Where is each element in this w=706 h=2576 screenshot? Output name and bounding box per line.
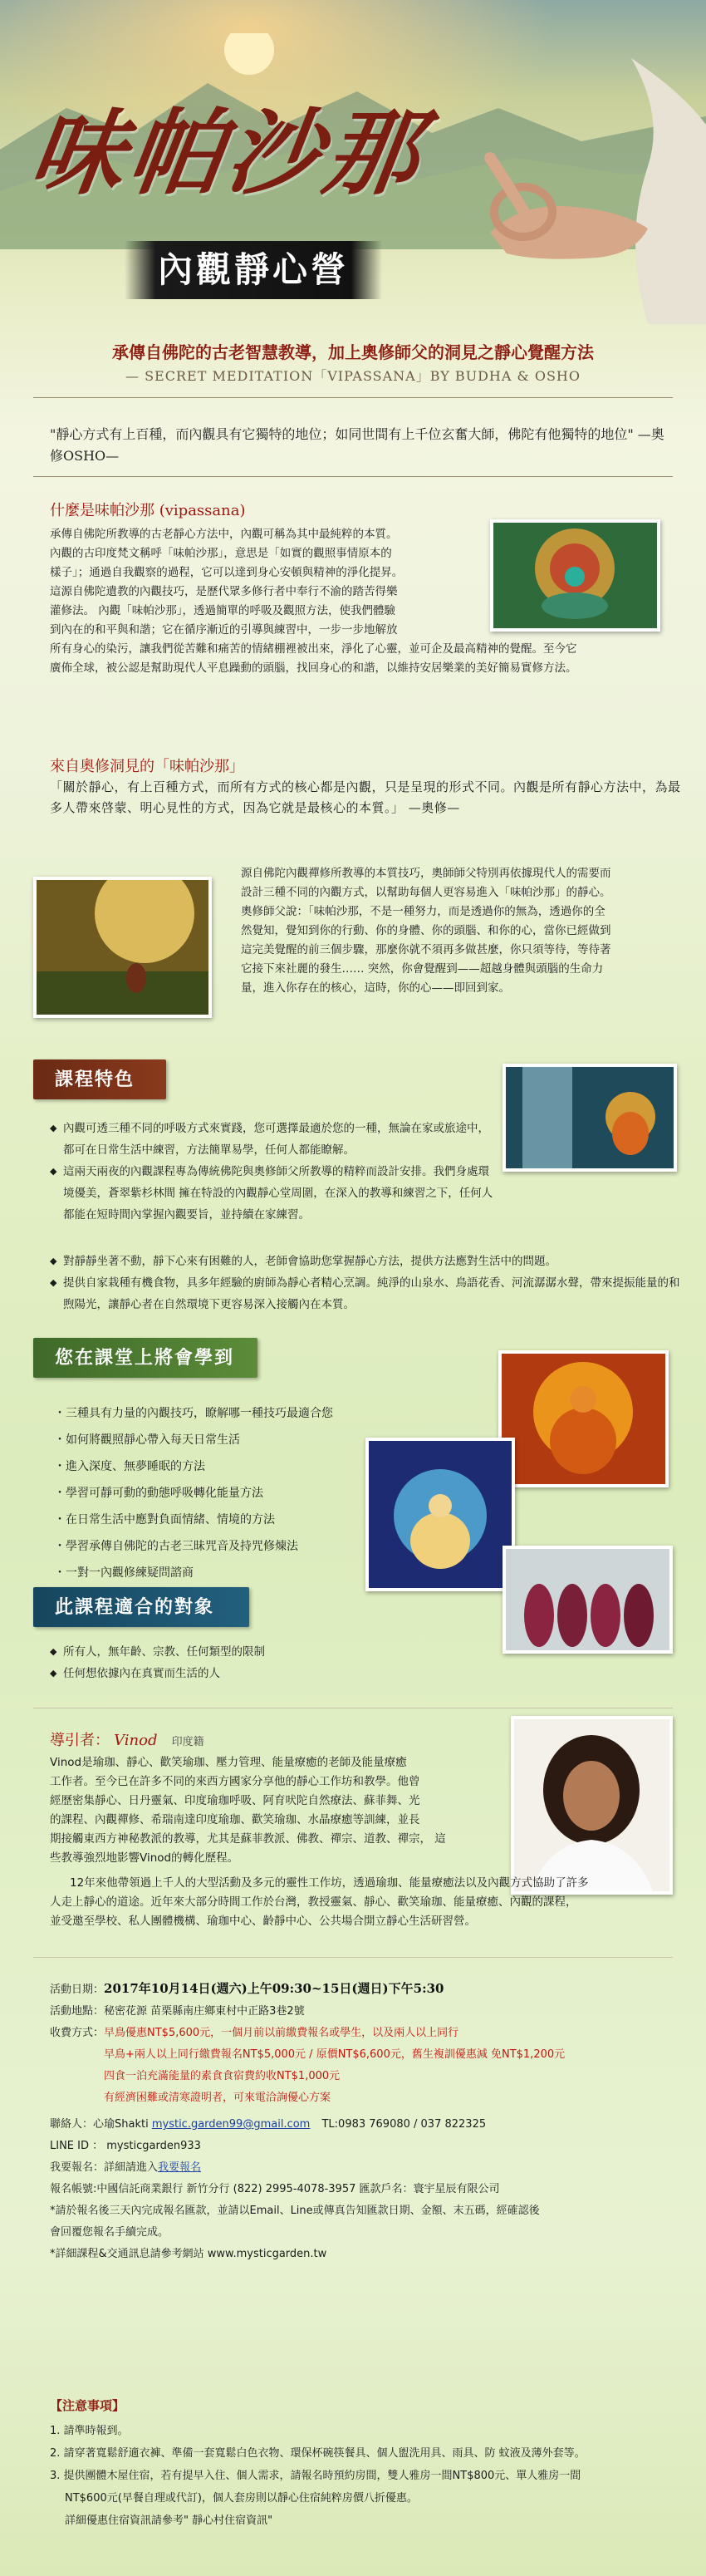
text-line: 設計三種不同的內觀方式，以幫助每個人更容易進入「味帕沙那」的靜心。	[241, 886, 611, 899]
guide-name: Vinod	[114, 1732, 158, 1749]
fee-line: 有經濟困難或清寒證明者，可來電洽詢優心方案	[104, 2092, 331, 2104]
fee-row	[50, 2023, 681, 2044]
learn-badge: 您在課堂上將會學到	[33, 1338, 257, 1378]
list-item: ◆ 提供自家栽種有機食物，具多年經驗的廚師為靜心者精心烹調。純淨的山泉水、鳥語花香、河流潺潺水聲，帶來提振能量的和煦陽光，讓靜心者在自然環境下更容易深入接觸內在本質。	[50, 1272, 681, 1315]
what-is-text-bottom	[50, 640, 681, 678]
notes-title: 【注意事項】	[50, 2398, 125, 2413]
section-title-osho-view: 來自奧修洞見的「味帕沙那」	[50, 758, 244, 775]
osho-view-text	[241, 864, 673, 998]
text-line: 灌修法。 內觀「味帕沙那」，透過簡單的呼吸及觀照方法，使我們體驗	[50, 604, 396, 617]
buddha-fire-photo	[498, 1350, 669, 1487]
list-item: ・進入深度、無夢睡眠的方法	[54, 1460, 205, 1473]
osho-quote: "靜心方式有上百種，而內觀具有它獨特的地位；如同世間有上千位玄奮大師，佛陀有他獨特的地位" —奧修OSHO—	[50, 426, 664, 464]
guide-label: 導引者：	[50, 1732, 110, 1749]
text-line: 源自佛陀內觀禪修所教導的本質技巧，奧師師父特別再依據現代人的需要而	[241, 867, 611, 880]
title-banner: 內觀靜心營	[125, 241, 382, 299]
event-location: 活動地點：秘密花源 苗栗縣南庄鄉東村中正路3巷2號	[50, 2005, 305, 2018]
list-item: ・如何將觀照靜心帶入每天日常生活	[54, 1433, 240, 1447]
guide-heading	[50, 1728, 204, 1750]
guide-bio-bottom	[50, 1874, 689, 1931]
payment-note: 會回覆您報名手續完成。	[50, 2226, 169, 2239]
audience-list	[50, 1641, 482, 1684]
fee-label: 收費方式：	[50, 2027, 105, 2039]
buddha-blue-photo	[365, 1438, 515, 1591]
text-line: 奧修師父說：「味帕沙那，不是一種努力，而是透過你的無為，透過你的全	[241, 905, 605, 918]
contact-email-link[interactable]: mystic.garden99@gmail.com	[151, 2118, 311, 2131]
fee-line: 早鳥+兩人以上同行繳費報名NT$5,000元 / 原價NT$6,600元，舊生複訓優惠減 免NT$1,200元	[104, 2048, 566, 2061]
bank-account: 報名帳號:中國信託商業銀行 新竹分行 (822) 2995-4078-3957 匯款戶名：寰宇星辰有限公司	[50, 2183, 500, 2195]
text-line: 這完美覺醒的前三個步驟，那麼你就不須再多做甚麼，你只須等待，等待著	[241, 943, 611, 956]
list-item: ・一對一內觀修練疑問諮商	[54, 1566, 194, 1580]
fee-line: 早鳥優惠NT$5,600元，一個月前以前繳費報名或學生，以及兩人以上同行	[104, 2027, 459, 2039]
text-line: 廣佈全球，被公認是幫助現代人平息躁動的頭腦，找回身心的和諧，以維持安居樂業的美好簡易實修方法。	[50, 661, 577, 675]
features-list	[50, 1118, 498, 1226]
guide-portrait-photo	[511, 1716, 673, 1895]
meditation-forest-photo	[33, 877, 212, 1018]
list-item: ◆ 對靜靜坐著不動，靜下心來有困難的人，老師會協助您掌握靜心方法，提供方法應對生活中的問題。	[50, 1251, 681, 1272]
list-item: ◆ 這兩天兩夜的內觀課程專為傳統佛陀與奧修師父所教導的精粹而設計安排。我們身處環境優美，蒼翠紫杉林間 擁在特設的內觀靜心堂周圍，在深入的教導和練習之下，任何人都能在短時間內掌握內觀要旨，並持續在家練習。	[50, 1161, 498, 1226]
website-note: *詳細課程&交通訊息請參考網站 www.mysticgarden.tw	[50, 2248, 327, 2260]
what-is-text-top	[50, 525, 482, 640]
osho-view-quote: 「關於靜心，有上百種方式，而所有方式的核心都是內觀，只是呈現的形式不同。內觀是所有靜心方法中，為最多人帶來啓蒙、明心見性的方式，因為它就是最核心的本質。」 —奧修—	[50, 779, 681, 815]
subtitle: 承傳自佛陀的古老智慧教導，加上奧修師父的洞見之靜心覺醒方法	[112, 342, 594, 362]
features-badge: 課程特色	[33, 1059, 166, 1099]
text-line: 它接下來社麗的發生…… 突然，你會覺醒到——超越身體與頭腦的生命力	[241, 962, 604, 976]
event-info	[50, 1978, 681, 2265]
features-list-wide	[50, 1251, 681, 1315]
text-line: 量，進入你存在的核心，這時，你的心——即回到家。	[241, 981, 510, 995]
divider	[33, 397, 673, 398]
guide-origin: 印度籍	[171, 1736, 204, 1748]
contact-tel: TL:0983 769080 / 037 822325	[321, 2118, 487, 2131]
divider	[33, 476, 673, 477]
divider	[33, 1957, 673, 1958]
text-line: 這源自佛陀遺教的內觀技巧，是歷代眾多修行者中奉行不渝的踏苦得樂	[50, 585, 398, 598]
text-line: 所有身心的染污，讓我們從苦難和痛苦的情緒棚裡被出來，淨化了心靈，並可企及最高精神的覺醒。至今它	[50, 642, 577, 656]
list-item: 詳細優惠住宿資訊請參考" 靜心村住宿資訊"	[65, 2515, 273, 2527]
signup-label: 我要報名：詳細請進入	[50, 2161, 159, 2174]
list-item: ・學習承傳自佛陀的古老三昧咒音及持咒修煉法	[54, 1540, 298, 1553]
text-line: 承傳自佛陀所教導的古老靜心方法中，內觀可稱為其中最純粹的本質。	[50, 528, 398, 541]
buddha-tree-photo	[490, 519, 660, 632]
list-item: 3. 提供團體木屋住宿，若有提早入住、個人需求，請報名時預約房間，雙人雅房一間NT$800元、單人雅房一間	[50, 2470, 581, 2482]
line-id: LINE ID ： mysticgarden933	[50, 2140, 201, 2152]
text-line: 工作者。至今已在許多不同的來西方國家分享他的靜心工作坊和教學。他曾	[50, 1775, 420, 1788]
text-line: 樣子」；通過自我觀察的過程，它可以達到身心安頓與精神的淨化提昇。	[50, 566, 404, 579]
date-label: 活動日期：	[50, 1984, 105, 1996]
text-line: 並受邀至學校、私人團體機構、瑜珈中心、齡靜中心、公共場合開立靜心生活研習營。	[50, 1915, 476, 1928]
group-meditation-photo	[503, 1546, 673, 1654]
list-item: ・三種具有力量的內觀技巧，瞭解哪一種技巧最適合您	[54, 1407, 333, 1420]
contact-label: 聯絡人：心瑜Shakti	[50, 2118, 149, 2131]
audience-badge: 此課程適合的對象	[33, 1587, 249, 1627]
learn-list	[54, 1400, 386, 1586]
notes-list	[50, 2420, 689, 2532]
list-item: ◆ 任何想依據內在真實而生活的人	[50, 1663, 482, 1684]
guide-bio-top	[50, 1753, 498, 1868]
list-item: ・在日常生活中應對負面情緒、情境的方法	[54, 1513, 275, 1526]
subtitle-english: — SECRET MEDITATION「VIPASSANA」BY BUDHA & OSHO	[125, 368, 581, 384]
date-value: 2017年10月14日(週六)上午09:30~15日(週日)下午5:30	[104, 1981, 444, 1996]
text-line: 12年來他帶領過上千人的大型活動及多元的靈性工作坊，透過瑜珈、能量療癒法以及內觀方式協助了許多	[70, 1876, 589, 1890]
signup-link[interactable]: 我要報名	[158, 2161, 202, 2174]
list-item: ◆ 內觀可透三種不同的呼吸方式來實踐，您可選擇最適於您的一種，無論在家或旅途中，都可在日常生活中練習，方法簡單易學，任何人都能瞭解。	[50, 1118, 498, 1161]
list-item: ・學習可靜可動的動態呼吸轉化能量方法	[54, 1487, 263, 1500]
list-item: 1. 請準時報到。	[50, 2425, 129, 2437]
text-line: 期接觸東西方神秘教派的教導，尤其是蘇菲教派、佛教、禪宗、道教、禪宗， 這	[50, 1832, 446, 1846]
text-line: 然覺知，覺知到你的行動、你的身體、你的頭腦、和你的心，當你已經做到	[241, 924, 611, 937]
text-line: 經歷密集靜心、日丹靈氣、印度瑜珈呼吸、阿育吠陀自然療法、蘇菲舞、光	[50, 1794, 420, 1807]
list-item: ◆ 所有人，無年齡、宗教、任何類型的限制	[50, 1641, 482, 1663]
text-line: 人走上靜心的道途。近年來大部分時間工作於台灣，教授靈氣、靜心、歡笑瑜珈、能量療癒、內觀的課程，	[50, 1895, 577, 1909]
text-line: Vinod是瑜珈、靜心、歡笑瑜珈、壓力管理、能量療癒的老師及能量療癒	[50, 1756, 407, 1769]
text-line: 的課程、內觀禪修、希瑞南達印度瑜珈、歡笑瑜珈、水晶療癒等訓練，並長	[50, 1813, 420, 1826]
signup-row	[50, 2157, 681, 2179]
text-line: 到內在的和平與和諧；它在循序漸近的引導與練習中，一步一步地解放	[50, 623, 398, 637]
section-title-what-is: 什麼是味帕沙那 (vipassana)	[50, 502, 246, 519]
event-date-row	[50, 1978, 681, 2001]
waterfall-buddha-photo	[503, 1064, 677, 1172]
fee-line: 四食一泊充滿能量的素食食宿費約收NT$1,000元	[104, 2070, 341, 2082]
payment-note: *請於報名後三天內完成報名匯款，並請以Email、Line或傳真告知匯款日期、金額、末五碼，經確認後	[50, 2205, 540, 2217]
list-item: NT$600元(早餐自理或代訂)，個人套房則以靜心住宿純粹房價八折優惠。	[65, 2492, 418, 2505]
list-item: 2. 請穿著寬鬆舒適衣褲、準備一套寬鬆白色衣物、環保杯碗筷餐具、個人盥洗用具、雨具、防 蚊液及薄外套等。	[50, 2447, 586, 2460]
page-title: 味帕沙那	[23, 99, 432, 208]
contact-row	[50, 2114, 681, 2136]
text-line: 內觀的古印度梵文稱呼「味帕沙那」，意思是「如實的觀照事情原本的	[50, 547, 392, 560]
text-line: 些教導強烈地影響Vinod的轉化歷程。	[50, 1851, 239, 1865]
